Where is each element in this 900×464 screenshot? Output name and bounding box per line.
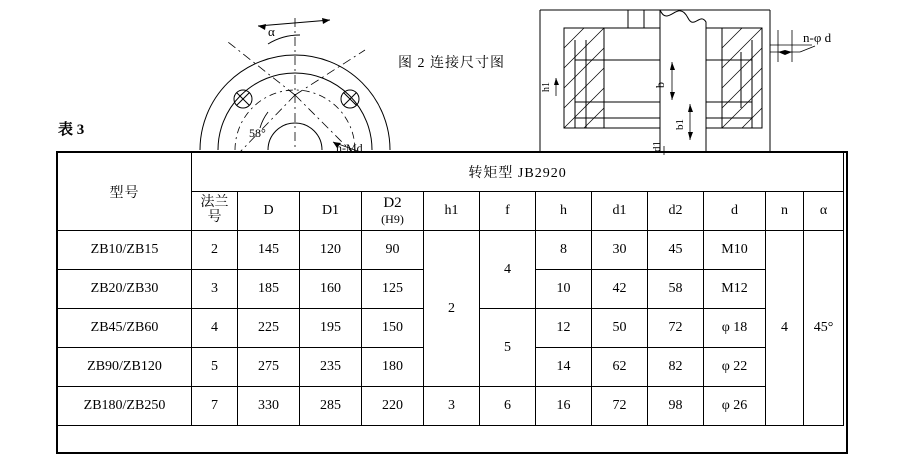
cell-alpha-merged: 45°: [804, 231, 844, 426]
cell-model: ZB180/ZB250: [58, 387, 192, 426]
connection-dimension-figure: [0, 0, 900, 155]
header-d: D: [238, 192, 300, 231]
b1-label: b1: [674, 119, 686, 130]
cell-d1: 62: [592, 348, 648, 387]
cell-flange: 7: [192, 387, 238, 426]
cell-model: ZB90/ZB120: [58, 348, 192, 387]
header-d1-small: d1: [592, 192, 648, 231]
cell-d2: 45: [648, 231, 704, 270]
cell-h: 14: [536, 348, 592, 387]
cell-D: 185: [238, 270, 300, 309]
cell-D2: 150: [362, 309, 424, 348]
cell-flange: 2: [192, 231, 238, 270]
table-label: 表 3: [58, 122, 85, 138]
cell-d2: 72: [648, 309, 704, 348]
angle-58-label: 58°: [249, 126, 266, 140]
cell-f-merged-bottom: 5: [480, 309, 536, 387]
cell-d2: 98: [648, 387, 704, 426]
header-h: h: [536, 192, 592, 231]
n-md-label: n-Md: [336, 141, 363, 155]
alpha-label: α: [268, 24, 275, 39]
cell-D: 330: [238, 387, 300, 426]
figure-caption: 图 2 连接尺寸图: [398, 56, 505, 71]
h1-label: h1: [541, 82, 552, 92]
cell-D: 145: [238, 231, 300, 270]
n-phi-d-label: n-φ d: [803, 30, 832, 45]
table-row: [58, 231, 844, 270]
cell-d: M10: [704, 231, 766, 270]
d1-label: d1: [651, 141, 663, 152]
cell-model: ZB10/ZB15: [58, 231, 192, 270]
b-label: b: [653, 82, 667, 88]
cell-d: φ 22: [704, 348, 766, 387]
header-f: f: [480, 192, 536, 231]
specification-table: [57, 152, 844, 426]
header-model: 型号: [58, 153, 192, 231]
cell-h1-merged: 2: [424, 231, 480, 387]
header-d2-small: d2: [648, 192, 704, 231]
header-flange-no: [192, 192, 238, 231]
header-torque-group: 转矩型 JB2920: [192, 153, 844, 192]
cell-D1: 160: [300, 270, 362, 309]
cell-d: φ 18: [704, 309, 766, 348]
cell-D2: 180: [362, 348, 424, 387]
cell-D1: 285: [300, 387, 362, 426]
cell-D2: 125: [362, 270, 424, 309]
cell-d1: 72: [592, 387, 648, 426]
cell-flange: 3: [192, 270, 238, 309]
cell-d: φ 26: [704, 387, 766, 426]
header-flange-no-label: 法兰 号: [200, 195, 229, 225]
cell-D1: 235: [300, 348, 362, 387]
cell-D: 225: [238, 309, 300, 348]
cell-d1: 42: [592, 270, 648, 309]
table-row: [58, 387, 844, 426]
header-d-small: d: [704, 192, 766, 231]
cell-D1: 195: [300, 309, 362, 348]
cell-h1: 3: [424, 387, 480, 426]
cell-D1: 120: [300, 231, 362, 270]
cell-d1: 50: [592, 309, 648, 348]
table-header-row-1: [58, 153, 844, 192]
header-h1: h1: [424, 192, 480, 231]
cell-n-merged: 4: [766, 231, 804, 426]
cell-d1: 30: [592, 231, 648, 270]
cell-d2: 82: [648, 348, 704, 387]
cell-D2: 90: [362, 231, 424, 270]
header-d1: D1: [300, 192, 362, 231]
header-n: n: [766, 192, 804, 231]
cell-f-merged-top: 4: [480, 231, 536, 309]
cell-h: 10: [536, 270, 592, 309]
cell-D: 275: [238, 348, 300, 387]
cell-model: ZB20/ZB30: [58, 270, 192, 309]
figure-drawing: [0, 0, 900, 155]
cell-f: 6: [480, 387, 536, 426]
cell-d2: 58: [648, 270, 704, 309]
header-alpha: α: [804, 192, 844, 231]
cell-h: 12: [536, 309, 592, 348]
cell-flange: 5: [192, 348, 238, 387]
header-d2-h9: D2 (H9): [362, 192, 424, 231]
cell-h: 8: [536, 231, 592, 270]
cell-D2: 220: [362, 387, 424, 426]
cell-flange: 4: [192, 309, 238, 348]
cell-model: ZB45/ZB60: [58, 309, 192, 348]
cell-d: M12: [704, 270, 766, 309]
cell-h: 16: [536, 387, 592, 426]
